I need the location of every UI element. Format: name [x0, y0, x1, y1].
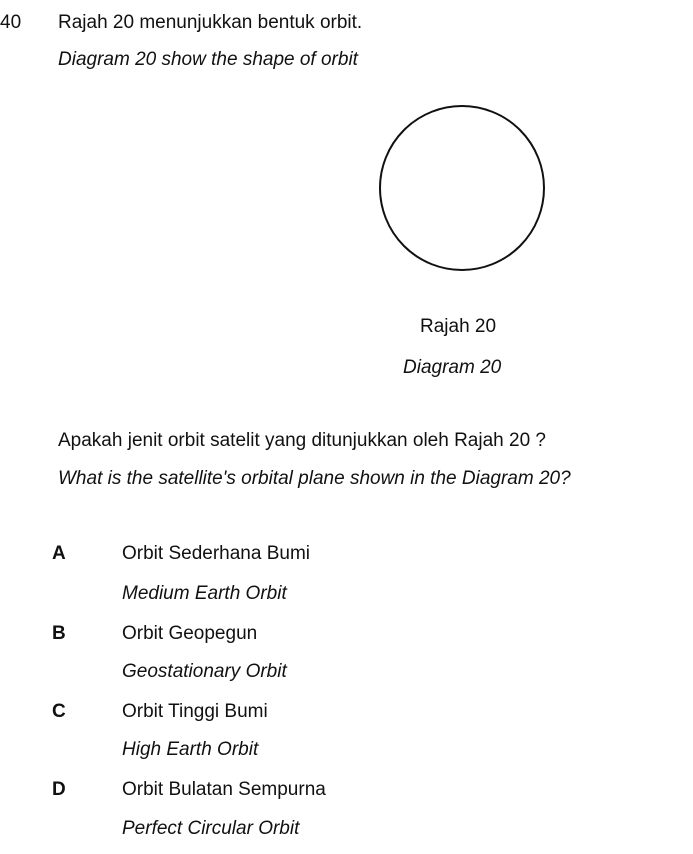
- question-stem-en: Diagram 20 show the shape of orbit: [58, 49, 358, 70]
- prompt-ms: Apakah jenit orbit satelit yang ditunjukkan oleh Rajah 20 ?: [58, 430, 546, 451]
- option-text-en: High Earth Orbit: [122, 739, 259, 760]
- option-letter: D: [52, 779, 66, 800]
- option-letter: B: [52, 623, 66, 644]
- option-text-ms: Orbit Sederhana Bumi: [122, 543, 310, 564]
- orbit-circle-diagram: [375, 104, 555, 274]
- option-text-ms: Orbit Bulatan Sempurna: [122, 779, 326, 800]
- diagram-label-ms: Rajah 20: [420, 316, 497, 337]
- option-text-ms: Orbit Tinggi Bumi: [122, 701, 268, 722]
- option-text-en: Perfect Circular Orbit: [122, 818, 300, 839]
- option-letter: C: [52, 701, 66, 722]
- option-letter: A: [52, 543, 66, 564]
- option-text-en: Geostationary Orbit: [122, 661, 287, 682]
- question-number: 40: [0, 12, 22, 33]
- prompt-en: What is the satellite's orbital plane shown in the Diagram 20?: [58, 468, 571, 489]
- option-text-ms: Orbit Geopegun: [122, 623, 258, 644]
- orbit-circle: [380, 106, 544, 270]
- option-text-en: Medium Earth Orbit: [122, 583, 287, 604]
- question-stem-ms: Rajah 20 menunjukkan bentuk orbit.: [58, 12, 363, 33]
- diagram-label-en: Diagram 20: [403, 357, 502, 378]
